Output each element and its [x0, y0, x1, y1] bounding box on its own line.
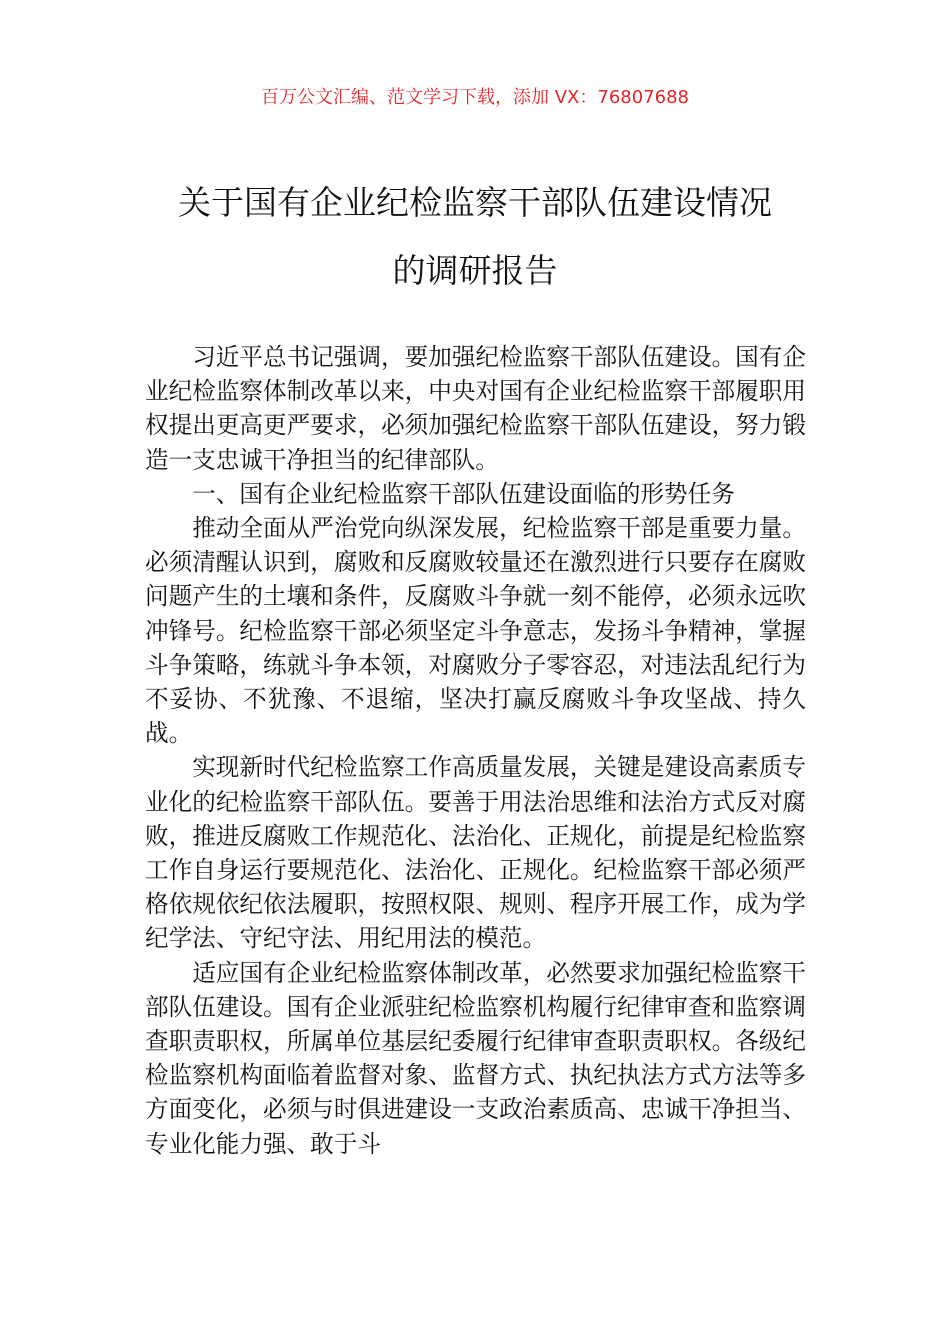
document-body [145, 340, 806, 1161]
paragraph-system-reform: 适应国有企业纪检监察体制改革，必然要求加强纪检监察干部队伍建设。国有企业派驻纪检监察机构履行纪律审查和监察调查职责职权，所属单位基层纪委履行纪律审查职责职权。各级纪检监察机构面临着监督对象、监督方式、执纪执法方式方法等多方面变化，必须与时俱进建设一支政治素质高、忠诚干净担当、专业化能力强、敢于斗 [145, 958, 806, 1158]
document-title-line-1: 关于国有企业纪检监察干部队伍建设情况 [178, 183, 772, 222]
paragraph-high-quality-development: 实现新时代纪检监察工作高质量发展，关键是建设高素质专业化的纪检监察干部队伍。要善于用法治思维和法治方式反对腐败，推进反腐败工作规范化、法治化、正规化，前提是纪检监察工作自身运行要规范化、法治化、正规化。纪检监察干部必须严格依规依纪依法履职，按照权限、规则、程序开展工作，成为学纪学法、守纪守法、用纪用法的模范。 [145, 753, 806, 953]
paragraph-anti-corruption: 推动全面从严治党向纵深发展，纪检监察干部是重要力量。必须清醒认识到，腐败和反腐败较量还在激烈进行只要存在腐败问题产生的土壤和条件，反腐败斗争就一刻不能停，必须永远吹冲锋号。纪检监察干部必须坚定斗争意志，发扬斗争精神，掌握斗争策略，练就斗争本领，对腐败分子零容忍，对违法乱纪行为不妥协、不犹豫、不退缩，坚决打赢反腐败斗争攻坚战、持久战。 [145, 514, 806, 748]
paragraph-intro: 习近平总书记强调，要加强纪检监察干部队伍建设。国有企业纪检监察体制改革以来，中央对国有企业纪检监察干部履职用权提出更高更严要求，必须加强纪检监察干部队伍建设，努力锻造一支忠诚干净担当的纪律部队。 [145, 343, 806, 474]
promo-banner: 百万公文汇编、范文学习下载，添加 VX：76807688 [261, 87, 689, 108]
section-heading-1: 一、国有企业纪检监察干部队伍建设面临的形势任务 [192, 479, 735, 508]
document-title-line-2: 的调研报告 [392, 251, 558, 290]
